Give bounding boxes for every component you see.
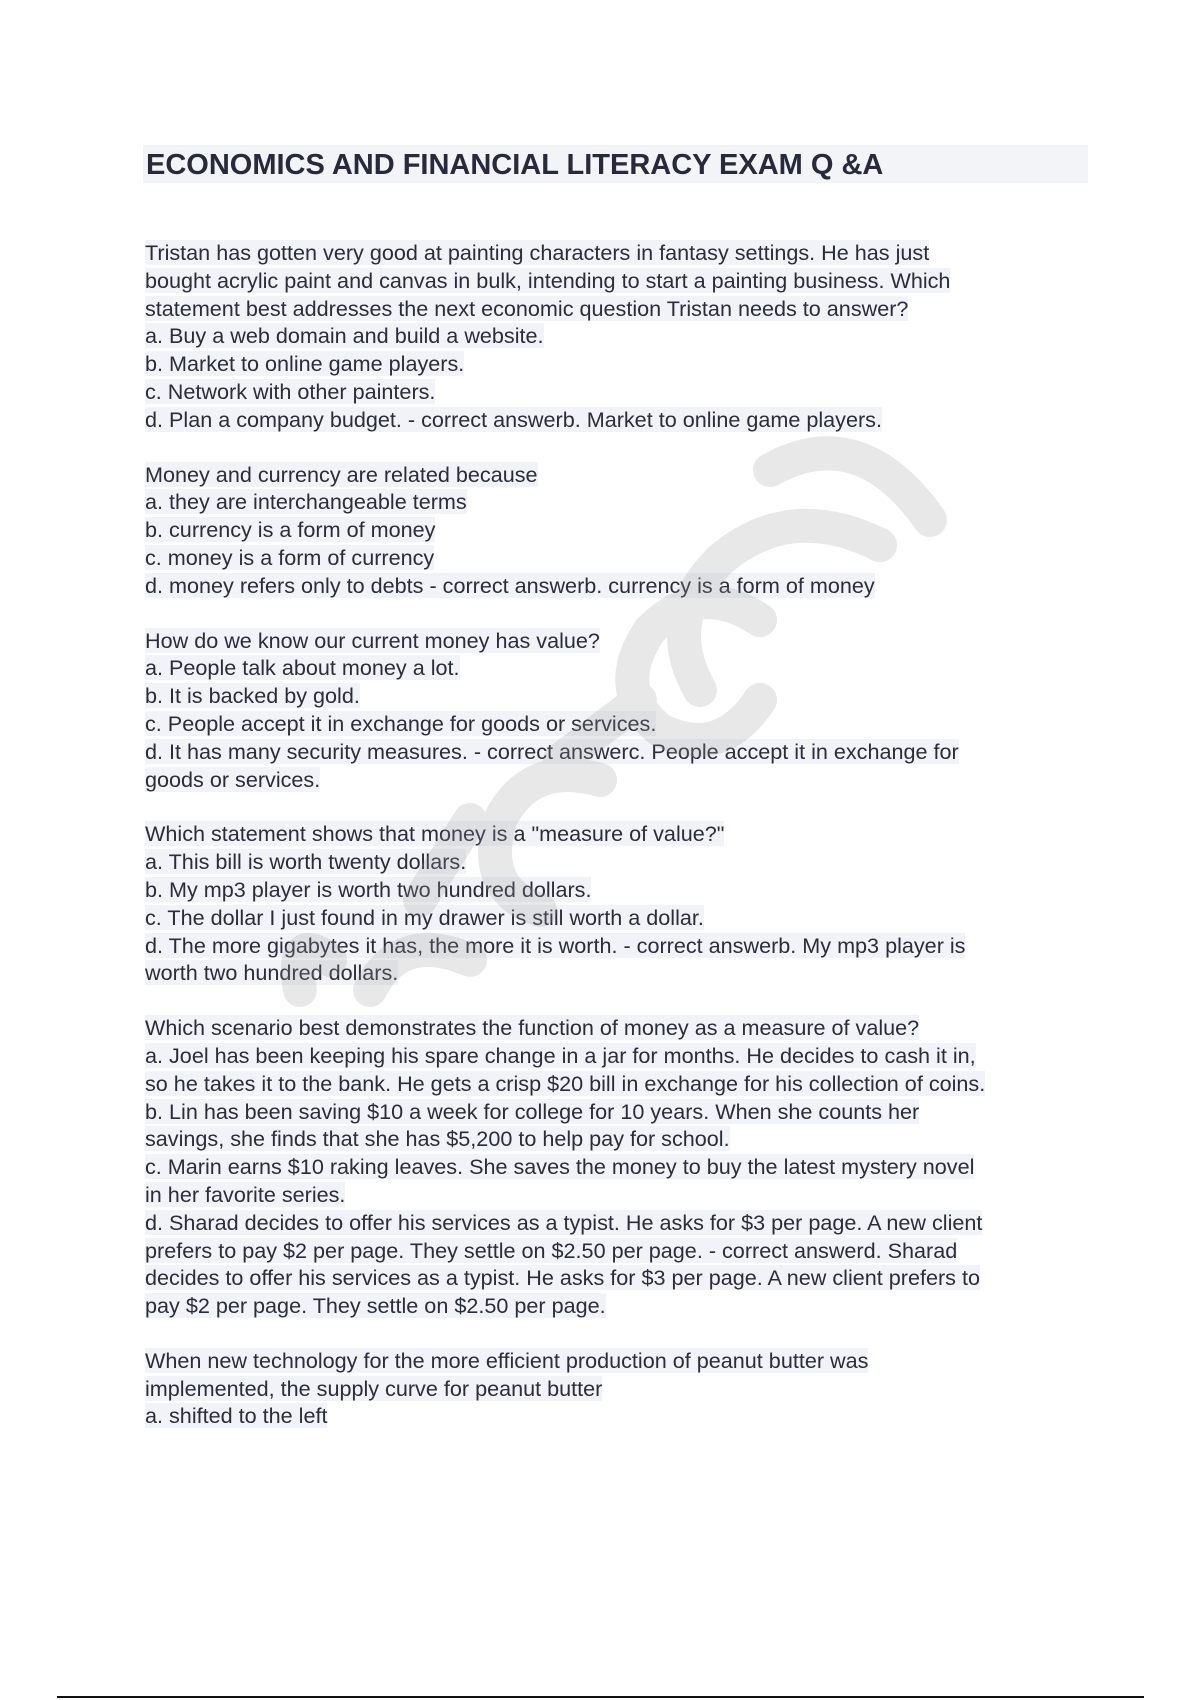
answer-text-line [145,682,1090,710]
text-run: How do we know our current money has value? [145,627,600,653]
text-run: b. It is backed by gold. [145,683,360,709]
text-run: c. People accept it in exchange for goods or services. [145,710,657,736]
text-run: d. The more gigabytes it has, the more it is worth. - correct answerb. My mp3 player is [145,932,966,958]
text-run: in her favorite series. [145,1181,346,1207]
text-run: so he takes it to the bank. He gets a crisp $20 bill in exchange for his collection of coins. [145,1070,986,1096]
answer-text-line [145,406,1090,434]
text-run: a. shifted to the left [145,1403,328,1429]
text-run: a. they are interchangeable terms [145,489,467,515]
text-run: a. Joel has been keeping his spare change in a jar for months. He decides to cash it in, [145,1042,976,1068]
answer-text-line [145,350,1090,378]
text-run: Which statement shows that money is a "measure of value?" [145,821,725,847]
question-text-line [145,820,1090,848]
answer-text-line [145,516,1090,544]
answer-text-line [145,766,1090,794]
text-run: c. money is a form of currency [145,544,435,570]
text-run: c. Network with other painters. [145,378,436,404]
text-run: b. My mp3 player is worth two hundred dollars. [145,876,592,902]
text-run: savings, she finds that she has $5,200 to help pay for school. [145,1126,730,1152]
text-run: Which scenario best demonstrates the function of money as a measure of value? [145,1015,920,1041]
question-block [145,1014,1090,1320]
text-run: c. The dollar I just found in my drawer is still worth a dollar. [145,904,704,930]
answer-text-line [145,1125,1090,1153]
footer-divider [57,1696,1144,1698]
text-run: a. People talk about money a lot. [145,655,460,681]
text-run: d. It has many security measures. - correct answerc. People accept it in exchange for [145,738,959,764]
answer-text-line [145,267,1090,295]
text-run: decides to offer his services as a typist. He asks for $3 per page. A new client prefers to [145,1265,980,1291]
text-run: d. money refers only to debts - correct answerb. currency is a form of money [145,572,875,598]
text-run: Tristan has gotten very good at painting characters in fantasy settings. He has just [145,240,930,265]
text-run: d. Plan a company budget. - correct answerb. Market to online game players. [145,406,882,432]
answer-text-line [145,572,1090,600]
question-block [145,627,1090,794]
answer-text-line [145,1237,1090,1265]
answer-text-line [145,1181,1090,1209]
question-block [145,461,1090,600]
answer-text-line [145,544,1090,572]
text-run: a. Buy a web domain and build a website. [145,323,544,349]
answer-text-line [145,488,1090,516]
answer-text-line [145,654,1090,682]
text-run: bought acrylic paint and canvas in bulk, intending to start a painting business. Which [145,267,951,293]
text-run: b. Market to online game players. [145,351,465,377]
answer-text-line [145,1070,1090,1098]
text-run: b. currency is a form of money [145,517,436,543]
text-run: implemented, the supply curve for peanut butter [145,1375,603,1401]
question-text-line [145,627,1090,655]
question-block [145,1347,1090,1430]
answer-text-line [145,322,1090,350]
text-run: worth two hundred dollars. [145,960,399,986]
answer-text-line [145,1264,1090,1292]
text-run: statement best addresses the next economic question Tristan needs to answer? [145,295,909,321]
text-run: pay $2 per page. They settle on $2.50 per page. [145,1293,606,1319]
answer-text-line [145,1375,1090,1403]
answer-text-line [145,959,1090,987]
text-run: b. Lin has been saving $10 a week for college for 10 years. When she counts her [145,1098,920,1124]
question-text-line [145,1347,1090,1375]
question-list [145,239,1090,1457]
answer-text-line [145,738,1090,766]
question-block [145,239,1090,434]
answer-text-line [145,1153,1090,1181]
text-run: prefers to pay $2 per page. They settle on $2.50 per page. - correct answerd. Sharad [145,1237,958,1263]
text-run: c. Marin earns $10 raking leaves. She saves the money to buy the latest mystery novel [145,1154,975,1180]
answer-text-line [145,1042,1090,1070]
answer-text-line [145,904,1090,932]
text-run: goods or services. [145,766,321,792]
answer-text-line [145,1209,1090,1237]
answer-text-line [145,848,1090,876]
answer-text-line [145,710,1090,738]
question-text-line [145,1014,1090,1042]
answer-text-line [145,1402,1090,1430]
question-block [145,820,1090,987]
answer-text-line [145,378,1090,406]
answer-text-line [145,1292,1090,1320]
text-run: Money and currency are related because [145,461,538,487]
document-title: ECONOMICS AND FINANCIAL LITERACY EXAM Q &A [146,149,884,181]
text-run: a. This bill is worth twenty dollars. [145,849,467,875]
question-text-line [145,239,1090,267]
text-run: d. Sharad decides to offer his services as a typist. He asks for $3 per page. A new client [145,1209,983,1235]
text-run: When new technology for the more efficient production of peanut butter was [145,1347,869,1373]
answer-text-line [145,295,1090,323]
answer-text-line [145,1098,1090,1126]
answer-text-line [145,876,1090,904]
answer-text-line [145,932,1090,960]
question-text-line [145,461,1090,489]
